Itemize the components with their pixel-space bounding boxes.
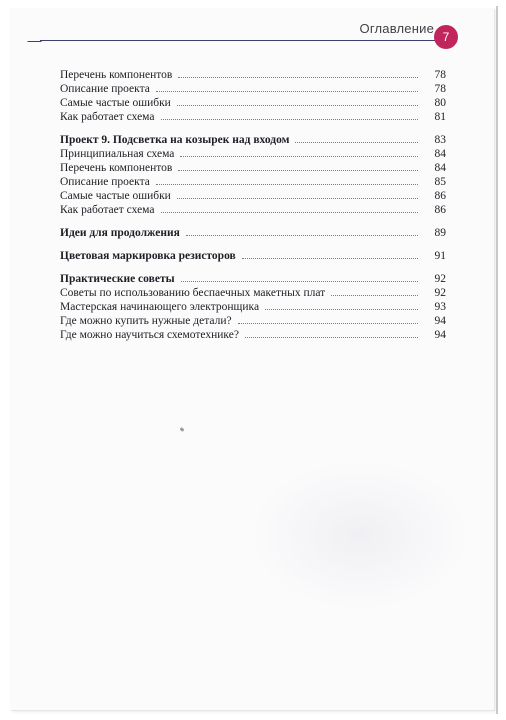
toc-entry-title: Советы по использованию беспаечных макетных плат <box>60 287 326 299</box>
toc-entry <box>60 300 446 314</box>
dot-leader <box>161 203 419 213</box>
toc-entry-title: Описание проекта <box>60 176 150 188</box>
toc-entry <box>60 328 446 342</box>
toc-group <box>60 249 446 263</box>
toc-entry-title: Самые частые ошибки <box>60 97 171 109</box>
dot-leader <box>265 300 418 310</box>
toc-heading-entry <box>60 133 446 147</box>
toc-entry-title: Где можно научиться схемотехнике? <box>60 329 239 341</box>
toc-group <box>60 68 446 124</box>
toc-group <box>60 133 446 217</box>
toc-entry <box>60 189 446 203</box>
toc-entry-title: Принципиальная схема <box>60 148 175 160</box>
toc-entry-title: Где можно купить нужные детали? <box>60 315 232 327</box>
toc-heading-entry <box>60 249 446 263</box>
toc-entry-title: Идеи для продолжения <box>60 227 180 239</box>
dot-leader <box>177 189 418 199</box>
toc-entry-page-number: 85 <box>434 176 446 188</box>
dot-leader <box>186 226 418 236</box>
header-rule <box>40 40 440 41</box>
toc-entry-title: Проект 9. Подсветка на козырек над входом <box>60 134 290 146</box>
toc-entry-page-number: 94 <box>434 315 446 327</box>
toc-entry-page-number: 80 <box>434 97 446 109</box>
toc-entry-page-number: 83 <box>434 134 446 146</box>
toc-entry-title: Практические советы <box>60 273 175 285</box>
toc-entry <box>60 286 446 300</box>
dot-leader <box>161 110 419 120</box>
toc-group <box>60 226 446 240</box>
toc-entry-page-number: 94 <box>434 329 446 341</box>
toc-entry-page-number: 78 <box>434 69 446 81</box>
toc-entry <box>60 203 446 217</box>
dot-leader <box>295 133 418 143</box>
toc-entry-title: Самые частые ошибки <box>60 190 171 202</box>
toc-entry <box>60 175 446 189</box>
toc-entry-page-number: 81 <box>434 111 446 123</box>
dot-leader <box>178 161 418 171</box>
dot-leader <box>245 328 418 338</box>
page-number-badge: 7 <box>434 25 458 49</box>
toc-entry <box>60 96 446 110</box>
toc-entry-page-number: 86 <box>434 190 446 202</box>
dot-leader <box>180 147 418 157</box>
toc-entry <box>60 314 446 328</box>
dot-leader <box>242 249 418 259</box>
toc-entry <box>60 161 446 175</box>
toc-entry-title: Мастерская начинающего электронщика <box>60 301 260 313</box>
toc-entry-page-number: 93 <box>434 301 446 313</box>
dot-leader <box>156 175 418 185</box>
toc-entry-page-number: 86 <box>434 204 446 216</box>
toc-entry <box>60 68 446 82</box>
page-edge <box>496 6 498 714</box>
dot-leader <box>238 314 418 324</box>
toc-entry-page-number: 92 <box>434 273 446 285</box>
toc-entry-title: Описание проекта <box>60 83 150 95</box>
running-header-title: Оглавление <box>359 21 434 36</box>
toc-entry-title: Как работает схема <box>60 111 155 123</box>
toc-entry-page-number: 91 <box>434 250 446 262</box>
toc-entry-title: Перечень компонентов <box>60 162 173 174</box>
toc-entry-page-number: 92 <box>434 287 446 299</box>
dot-leader <box>177 96 418 106</box>
dot-leader <box>156 82 418 92</box>
toc-heading-entry <box>60 272 446 286</box>
toc-heading-entry <box>60 226 446 240</box>
toc-entry-title: Цветовая маркировка резисторов <box>60 250 236 262</box>
toc-entry-page-number: 84 <box>434 148 446 160</box>
toc-entry <box>60 110 446 124</box>
toc-entry-page-number: 78 <box>434 83 446 95</box>
toc-entry-title: Перечень компонентов <box>60 69 173 81</box>
toc-entry <box>60 147 446 161</box>
dot-leader <box>331 286 418 296</box>
dot-leader <box>178 68 418 78</box>
dot-leader <box>181 272 418 282</box>
toc-entry <box>60 82 446 96</box>
bleed-through-shadow <box>250 460 470 610</box>
table-of-contents <box>60 68 446 342</box>
toc-entry-page-number: 84 <box>434 162 446 174</box>
toc-entry-title: Как работает схема <box>60 204 155 216</box>
toc-entry-page-number: 89 <box>434 227 446 239</box>
toc-group <box>60 272 446 342</box>
